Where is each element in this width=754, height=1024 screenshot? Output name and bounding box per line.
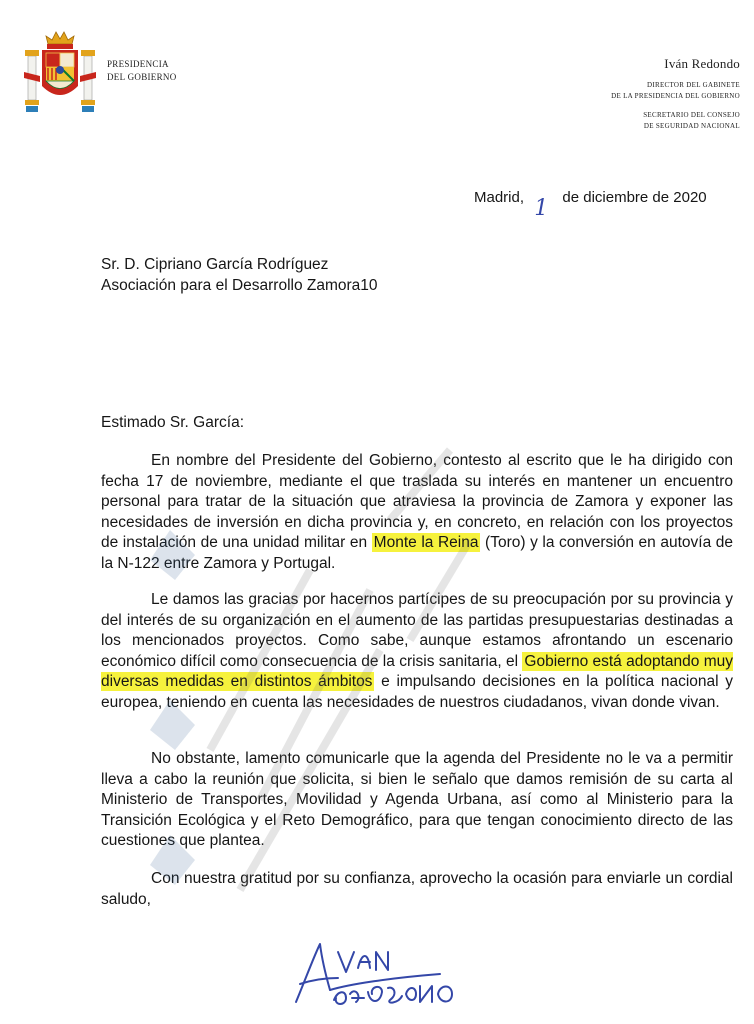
coat-of-arms-icon <box>20 30 100 116</box>
sender-role2-line-1: SECRETARIO DEL CONSEJO <box>643 111 740 119</box>
date-day-handwritten: 1 <box>534 196 549 221</box>
sender-role-line-2: DE LA PRESIDENCIA DEL GOBIERNO <box>611 92 740 100</box>
highlight-government-measures: Gobierno está adoptando muy diversas medidas en distintos ámbitos <box>101 652 733 690</box>
sender-name: Iván Redondo <box>664 56 740 71</box>
greeting: Estimado Sr. García: <box>101 414 244 431</box>
org-line-2: DEL GOBIERNO <box>107 72 177 82</box>
recipient-org: Asociación para el Desarrollo Zamora10 <box>101 277 378 294</box>
signature-icon <box>290 938 460 1010</box>
highlight-monte-la-reina: Monte la Reina <box>373 534 479 551</box>
paragraph-4: Con nuestra gratitud por su confianza, aprovecho la ocasión para enviarle un cordial saludo, <box>101 870 733 908</box>
paragraph-3: No obstante, lamento comunicarle que la agenda del Presidente no le va a permitir lleva a cabo la reunión que solicita, si bien le señalo que damos remisión de su carta al Ministerio de Transportes, Movilidad y Agenda Urbana, así como al Ministerio para la Transición Ecológica y el Reto Demográfico, para que tengan conocimiento directo de las cuestiones que plantea. <box>101 750 733 849</box>
sender-role2-line-2: DE SEGURIDAD NACIONAL <box>643 122 740 130</box>
letter-date <box>474 189 707 221</box>
paragraph-2-text-b: e impulsando decisiones en la política nacional y europea, teniendo en cuenta las necesidades de nuestros ciudadanos, vivan donde vivan. <box>101 673 734 711</box>
sender-role-line-1: DIRECTOR DEL GABINETE <box>646 81 740 89</box>
paragraph-1-text-b: (Toro) y la conversión en autovía de la N-122 entre Zamora y Portugal. <box>101 534 733 572</box>
organization-label <box>107 58 177 84</box>
paragraph-1 <box>101 451 733 574</box>
paragraph-2-text-a: Le damos las gracias por hacernos partícipes de su preocupación por su provincia y del interés de su organización en el aumento de las partidas presupuestarias destinadas a los mencionados proyectos. Como sabe, aunque estamos afrontando un escenario económico difícil como consecuencia de la crisis sanitaria, el <box>101 591 733 670</box>
date-rest: de diciembre de 2020 <box>562 189 707 206</box>
sender-block <box>611 56 740 132</box>
date-city: Madrid, <box>474 189 525 206</box>
recipient-name: Sr. D. Cipriano García Rodríguez <box>101 256 329 273</box>
org-line-1: PRESIDENCIA <box>107 59 169 69</box>
recipient-block <box>101 254 378 296</box>
paragraph-2 <box>101 590 733 713</box>
paragraph-1-text-a: En nombre del Presidente del Gobierno, contesto al escrito que le ha dirigido con fecha 17 de noviembre, mediante el que traslada su interés en mantener un encuentro personal para tratar de la situación que atraviesa la provincia de Zamora y exponer las necesidades de inversión en dicha provincia y, en concreto, en relación con los proyectos de instalación de una unidad militar en <box>101 452 733 551</box>
